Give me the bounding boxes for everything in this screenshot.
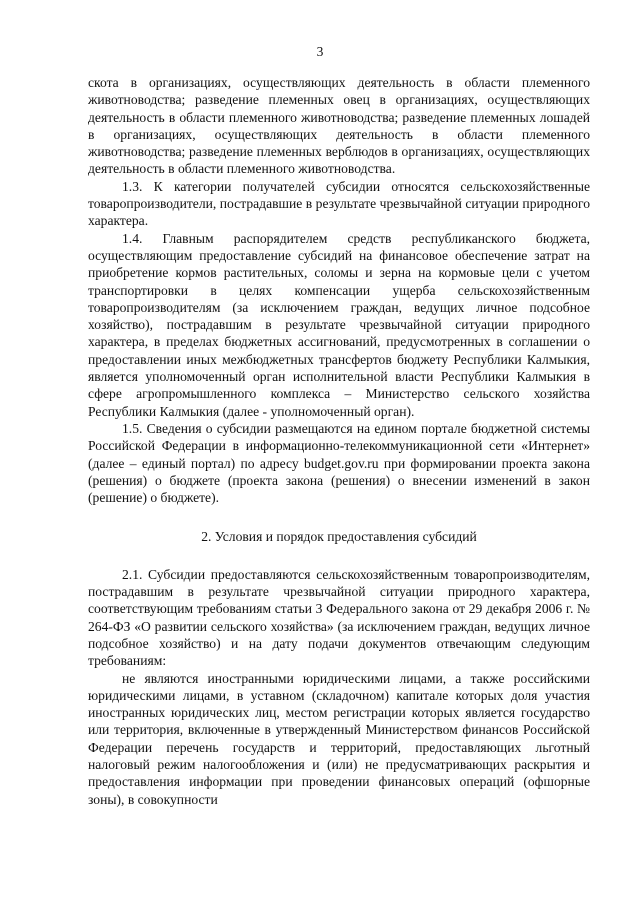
paragraph-not-foreign: не являются иностранными юридическими лицами, а также российскими юридическими лицами, в уставном (складочном) капитале которых доля участия иностранных юридических лиц, местом регистрации которых является государство или территория, включенные в утвержденный Министерством финансов Российской Федерации перечень государств и территорий, предоставляющих льготный налоговый режим налогообложения и (или) не предусматривающих раскрытия и предоставления информации при проведении финансовых операций (офшорные зоны), в совокупности xyxy=(88,670,590,807)
paragraph-1-4: 1.4. Главным распорядителем средств республиканского бюджета, осуществляющим предоставление субсидий на финансовое обеспечение затрат на приобретение кормов растительных, соломы и зерна на кормовые цели с учетом транспортировки в целях компенсации ущерба сельскохозяйственным товаропроизводителям (за исключением граждан, ведущих личное подсобное хозяйство), пострадавшим в результате чрезвычайной ситуации природного характера, в пределах бюджетных ассигнований, предусмотренных в соглашении о предоставлении иных межбюджетных трансфертов бюджету Республики Калмыкия, является уполномоченный орган исполнительной власти Республики Калмыкия в сфере агропромышленного комплекса – Министерство сельского хозяйства Республики Калмыкия (далее - уполномоченный орган). xyxy=(88,230,590,419)
document-body xyxy=(88,74,590,808)
paragraph-1-5: 1.5. Сведения о субсидии размещаются на едином портале бюджетной системы Российской Федерации в информационно-телекоммуникационной сети «Интернет» (далее – единый портал) по адресу budget.gov.ru при формировании проекта закона (решения) о бюджете (проекта закона (решения) о внесении изменений в закон (решение) о бюджете). xyxy=(88,420,590,506)
paragraph-2-1: 2.1. Субсидии предоставляются сельскохозяйственным товаропроизводителям, пострадавшим в результате чрезвычайной ситуации природного характера, соответствующим требованиям статьи 3 Федерального закона от 29 декабря 2006 г. № 264-ФЗ «О развитии сельского хозяйства» (за исключением граждан, ведущих личное подсобное хозяйство) и на дату подачи документов отвечающим следующим требованиям: xyxy=(88,566,590,669)
page-number: 3 xyxy=(316,44,324,59)
paragraph-continuation: скота в организациях, осуществляющих деятельность в области племенного животноводства; разведение племенных овец в организациях, осуществляющих деятельность в области племенного животноводства; разведение племенных лошадей в организациях, осуществляющих деятельность в области племенного животноводства; разведение племенных верблюдов в организациях, осуществляющих деятельность в области племенного животноводства. xyxy=(88,75,590,177)
paragraph-1-3: 1.3. К категории получателей субсидии относятся сельскохозяйственные товаропроизводители, пострадавшие в результате чрезвычайной ситуации природного характера. xyxy=(88,178,590,229)
section-heading: 2. Условия и порядок предоставления субсидий xyxy=(201,529,477,545)
